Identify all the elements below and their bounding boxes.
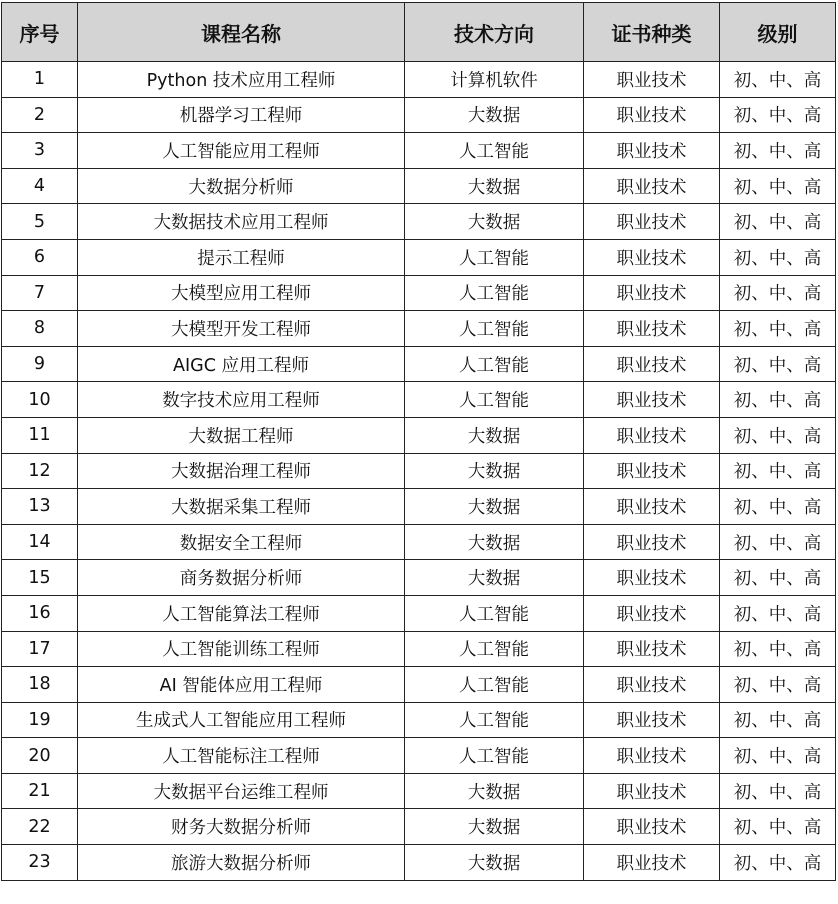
cell-index: 10 <box>2 382 78 418</box>
cell-tech-direction: 大数据 <box>405 809 584 845</box>
cell-level: 初、中、高 <box>720 62 836 98</box>
cell-level: 初、中、高 <box>720 595 836 631</box>
cell-course-name: 人工智能训练工程师 <box>78 631 405 667</box>
cell-level: 初、中、高 <box>720 524 836 560</box>
cell-level: 初、中、高 <box>720 453 836 489</box>
cell-tech-direction: 人工智能 <box>405 631 584 667</box>
cell-tech-direction: 大数据 <box>405 97 584 133</box>
header-cell-level: 级别 <box>720 3 836 62</box>
table-row <box>2 702 836 738</box>
cell-index: 14 <box>2 524 78 560</box>
cell-index: 23 <box>2 845 78 881</box>
cell-index: 22 <box>2 809 78 845</box>
cell-cert-type: 职业技术 <box>584 453 720 489</box>
cell-cert-type: 职业技术 <box>584 382 720 418</box>
cell-course-name: 大数据平台运维工程师 <box>78 773 405 809</box>
table-row <box>2 62 836 98</box>
cell-cert-type: 职业技术 <box>584 738 720 774</box>
table-row <box>2 239 836 275</box>
cell-cert-type: 职业技术 <box>584 667 720 703</box>
cell-tech-direction: 大数据 <box>405 489 584 525</box>
cell-level: 初、中、高 <box>720 417 836 453</box>
table-row <box>2 845 836 881</box>
cell-tech-direction: 大数据 <box>405 168 584 204</box>
table-row <box>2 667 836 703</box>
cell-course-name: 大数据技术应用工程师 <box>78 204 405 240</box>
cell-course-name: 大数据工程师 <box>78 417 405 453</box>
cell-level: 初、中、高 <box>720 275 836 311</box>
table-row <box>2 417 836 453</box>
cell-index: 9 <box>2 346 78 382</box>
cell-level: 初、中、高 <box>720 204 836 240</box>
table-row <box>2 560 836 596</box>
cell-index: 16 <box>2 595 78 631</box>
table-row <box>2 489 836 525</box>
cell-cert-type: 职业技术 <box>584 809 720 845</box>
course-table <box>1 2 836 881</box>
cell-cert-type: 职业技术 <box>584 631 720 667</box>
table-row <box>2 809 836 845</box>
cell-course-name: AIGC 应用工程师 <box>78 346 405 382</box>
cell-level: 初、中、高 <box>720 845 836 881</box>
cell-tech-direction: 大数据 <box>405 417 584 453</box>
cell-level: 初、中、高 <box>720 239 836 275</box>
cell-index: 2 <box>2 97 78 133</box>
cell-level: 初、中、高 <box>720 667 836 703</box>
cell-index: 3 <box>2 133 78 169</box>
cell-cert-type: 职业技术 <box>584 133 720 169</box>
document-page <box>0 2 838 881</box>
cell-level: 初、中、高 <box>720 133 836 169</box>
cell-index: 7 <box>2 275 78 311</box>
cell-course-name: 人工智能应用工程师 <box>78 133 405 169</box>
cell-cert-type: 职业技术 <box>584 595 720 631</box>
table-row <box>2 133 836 169</box>
cell-cert-type: 职业技术 <box>584 311 720 347</box>
cell-course-name: 数字技术应用工程师 <box>78 382 405 418</box>
cell-index: 19 <box>2 702 78 738</box>
cell-level: 初、中、高 <box>720 773 836 809</box>
cell-cert-type: 职业技术 <box>584 239 720 275</box>
table-row <box>2 275 836 311</box>
cell-level: 初、中、高 <box>720 631 836 667</box>
cell-course-name: 生成式人工智能应用工程师 <box>78 702 405 738</box>
cell-tech-direction: 人工智能 <box>405 133 584 169</box>
header-cell-course-name: 课程名称 <box>78 3 405 62</box>
cell-course-name: 人工智能标注工程师 <box>78 738 405 774</box>
cell-cert-type: 职业技术 <box>584 489 720 525</box>
table-row <box>2 382 836 418</box>
cell-cert-type: 职业技术 <box>584 97 720 133</box>
cell-cert-type: 职业技术 <box>584 702 720 738</box>
cell-course-name: 商务数据分析师 <box>78 560 405 596</box>
cell-course-name: 旅游大数据分析师 <box>78 845 405 881</box>
cell-cert-type: 职业技术 <box>584 168 720 204</box>
cell-tech-direction: 人工智能 <box>405 382 584 418</box>
table-row <box>2 311 836 347</box>
cell-cert-type: 职业技术 <box>584 417 720 453</box>
cell-index: 21 <box>2 773 78 809</box>
cell-cert-type: 职业技术 <box>584 204 720 240</box>
cell-tech-direction: 大数据 <box>405 560 584 596</box>
cell-tech-direction: 人工智能 <box>405 346 584 382</box>
cell-index: 13 <box>2 489 78 525</box>
table-row <box>2 204 836 240</box>
cell-tech-direction: 计算机软件 <box>405 62 584 98</box>
cell-tech-direction: 大数据 <box>405 204 584 240</box>
cell-course-name: 机器学习工程师 <box>78 97 405 133</box>
cell-level: 初、中、高 <box>720 489 836 525</box>
cell-tech-direction: 人工智能 <box>405 667 584 703</box>
cell-course-name: 大模型应用工程师 <box>78 275 405 311</box>
cell-level: 初、中、高 <box>720 346 836 382</box>
cell-index: 5 <box>2 204 78 240</box>
cell-cert-type: 职业技术 <box>584 275 720 311</box>
cell-index: 8 <box>2 311 78 347</box>
cell-tech-direction: 大数据 <box>405 453 584 489</box>
cell-course-name: 大数据分析师 <box>78 168 405 204</box>
cell-course-name: 大数据治理工程师 <box>78 453 405 489</box>
cell-cert-type: 职业技术 <box>584 845 720 881</box>
header-cell-cert-type: 证书种类 <box>584 3 720 62</box>
table-row <box>2 346 836 382</box>
header-cell-index: 序号 <box>2 3 78 62</box>
cell-level: 初、中、高 <box>720 809 836 845</box>
cell-level: 初、中、高 <box>720 97 836 133</box>
cell-level: 初、中、高 <box>720 560 836 596</box>
cell-course-name: 数据安全工程师 <box>78 524 405 560</box>
table-header <box>2 3 836 62</box>
cell-cert-type: 职业技术 <box>584 773 720 809</box>
table-row <box>2 773 836 809</box>
cell-tech-direction: 人工智能 <box>405 595 584 631</box>
cell-course-name: 人工智能算法工程师 <box>78 595 405 631</box>
cell-index: 12 <box>2 453 78 489</box>
cell-cert-type: 职业技术 <box>584 560 720 596</box>
cell-index: 15 <box>2 560 78 596</box>
cell-index: 6 <box>2 239 78 275</box>
table-body <box>2 62 836 881</box>
cell-tech-direction: 人工智能 <box>405 311 584 347</box>
cell-tech-direction: 人工智能 <box>405 738 584 774</box>
cell-tech-direction: 人工智能 <box>405 239 584 275</box>
table-row <box>2 631 836 667</box>
table-row <box>2 524 836 560</box>
table-row <box>2 453 836 489</box>
cell-tech-direction: 大数据 <box>405 524 584 560</box>
cell-course-name: AI 智能体应用工程师 <box>78 667 405 703</box>
table-row <box>2 168 836 204</box>
cell-course-name: 大模型开发工程师 <box>78 311 405 347</box>
cell-cert-type: 职业技术 <box>584 62 720 98</box>
cell-tech-direction: 大数据 <box>405 773 584 809</box>
cell-level: 初、中、高 <box>720 311 836 347</box>
header-cell-tech-direction: 技术方向 <box>405 3 584 62</box>
cell-level: 初、中、高 <box>720 738 836 774</box>
cell-cert-type: 职业技术 <box>584 524 720 560</box>
cell-index: 17 <box>2 631 78 667</box>
cell-level: 初、中、高 <box>720 702 836 738</box>
cell-level: 初、中、高 <box>720 382 836 418</box>
cell-course-name: 提示工程师 <box>78 239 405 275</box>
cell-index: 11 <box>2 417 78 453</box>
cell-cert-type: 职业技术 <box>584 346 720 382</box>
cell-level: 初、中、高 <box>720 168 836 204</box>
header-row <box>2 3 836 62</box>
cell-index: 18 <box>2 667 78 703</box>
cell-course-name: 大数据采集工程师 <box>78 489 405 525</box>
table-row <box>2 738 836 774</box>
cell-course-name: 财务大数据分析师 <box>78 809 405 845</box>
cell-index: 1 <box>2 62 78 98</box>
cell-tech-direction: 大数据 <box>405 845 584 881</box>
table-row <box>2 595 836 631</box>
cell-tech-direction: 人工智能 <box>405 702 584 738</box>
table-row <box>2 97 836 133</box>
cell-tech-direction: 人工智能 <box>405 275 584 311</box>
cell-index: 20 <box>2 738 78 774</box>
cell-course-name: Python 技术应用工程师 <box>78 62 405 98</box>
cell-index: 4 <box>2 168 78 204</box>
